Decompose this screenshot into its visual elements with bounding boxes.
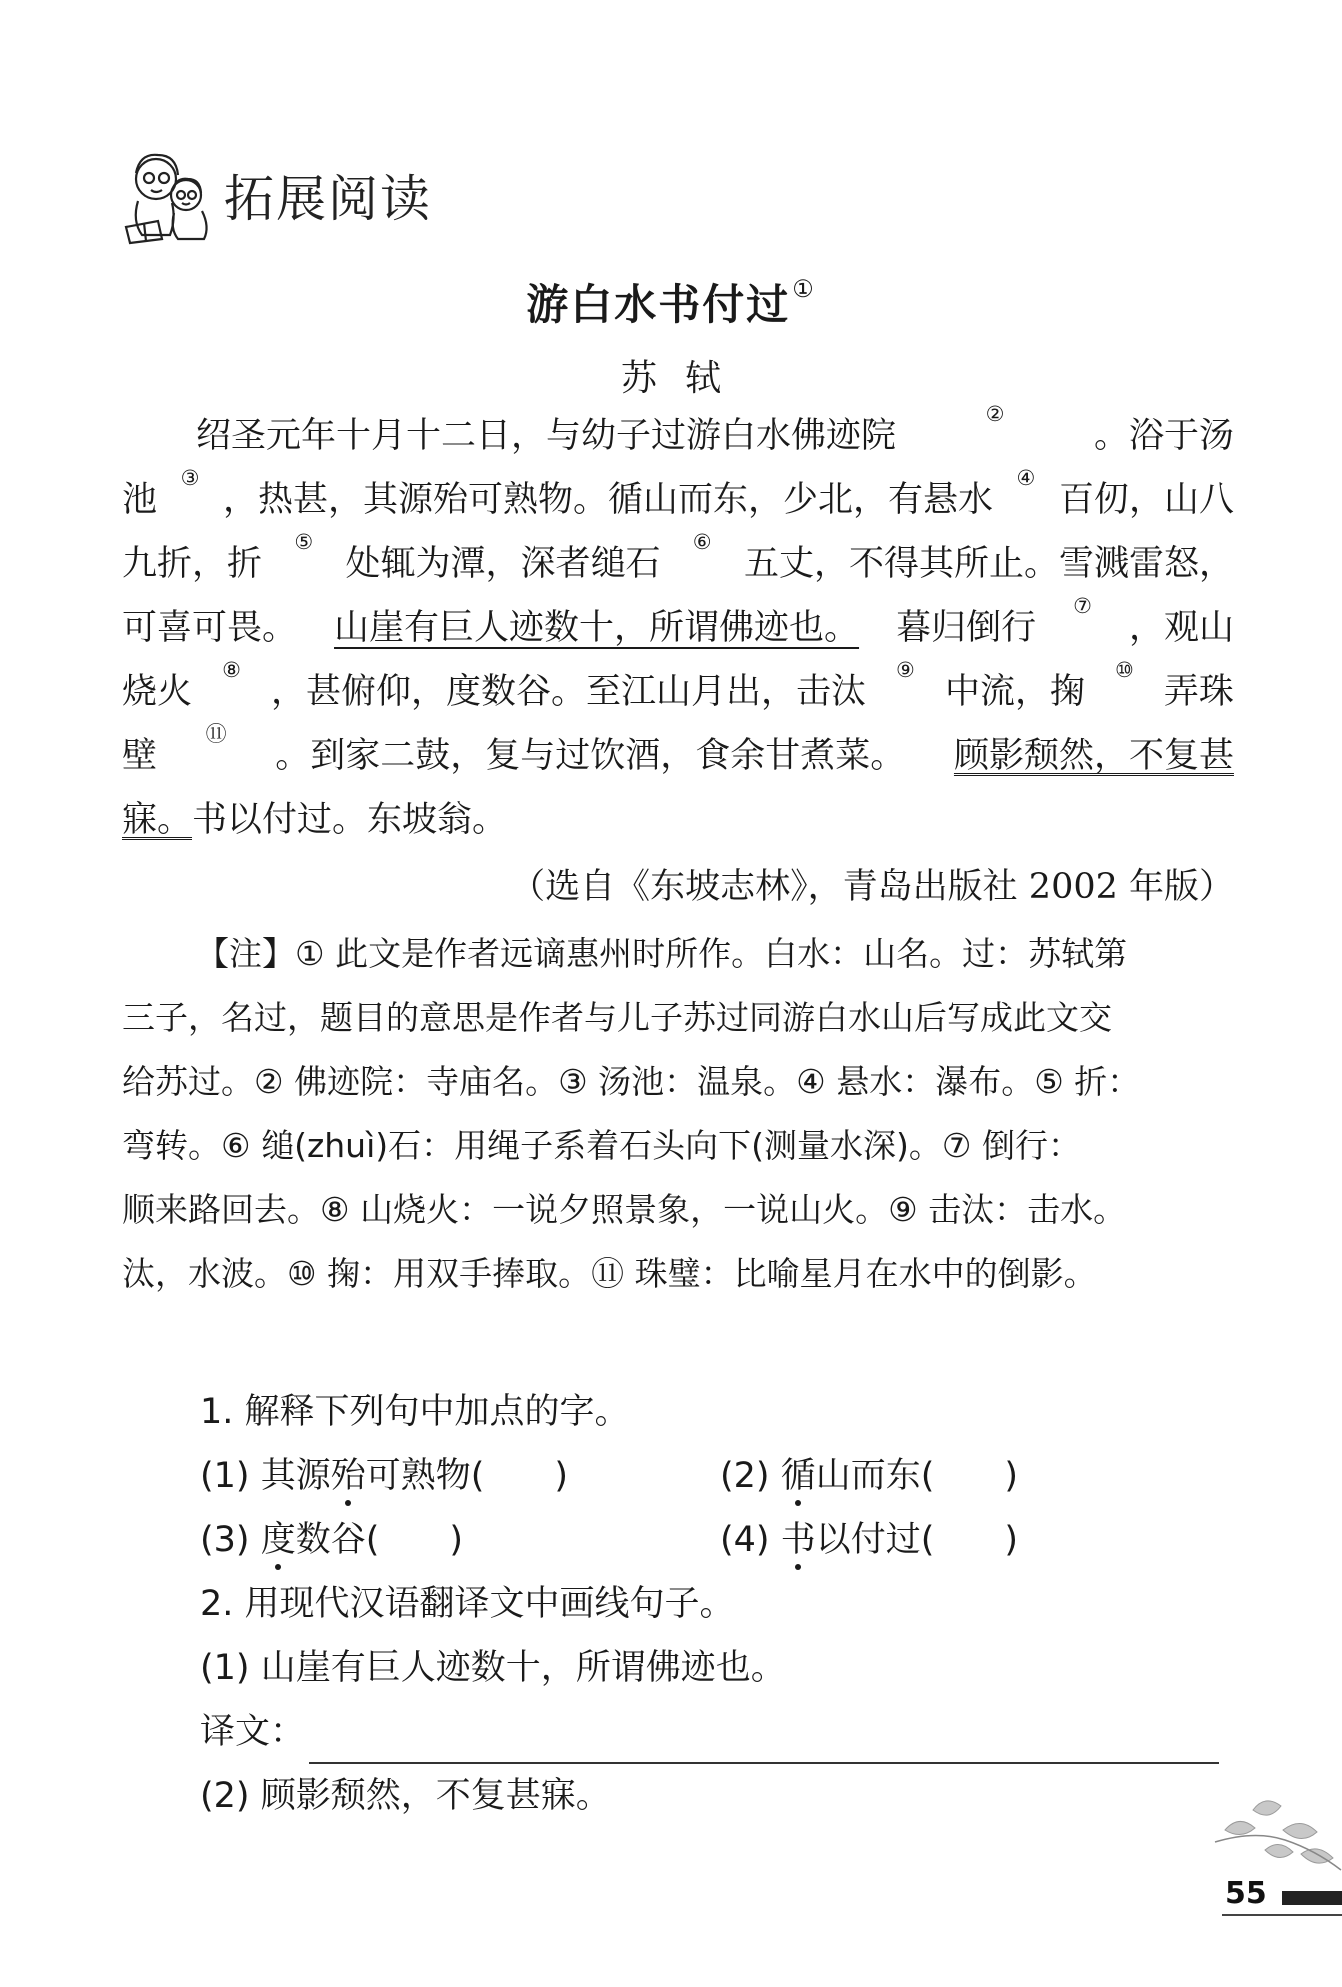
note-line: 三子，名过，题目的意思是作者与儿子苏过同游白水山后写成此文交	[122, 998, 1112, 1037]
text-segment: 九折，折	[122, 544, 263, 584]
leaf-decoration-icon	[1205, 1790, 1342, 1890]
text-line	[122, 788, 1234, 852]
text-segment: ，热甚，其源殆可熟物。循山而东，少北，有悬水	[222, 480, 993, 520]
dotted-char: 度	[261, 1508, 296, 1572]
dotted-char: 殆	[331, 1444, 366, 1508]
text-segment: 。浴于汤	[1093, 416, 1234, 456]
note-line: 给苏过。② 佛迹院：寺庙名。③ 汤池：温泉。④ 悬水：瀑布。⑤ 折：	[122, 1062, 1141, 1101]
question-1-item-1: (1) 其源殆可熟物( )	[200, 1444, 720, 1508]
text-segment: ，甚俯仰，度数谷。至江山月出，击汰	[270, 672, 866, 712]
question-1-item-2: (2) 循山而东( )	[720, 1444, 1240, 1508]
question-2-answer	[200, 1700, 1240, 1764]
text-segment: 处辄为潭，深者缒石	[345, 544, 661, 584]
footnote-mark: ④	[1016, 466, 1036, 490]
question-1-row-a	[200, 1444, 1240, 1508]
text-segment: 暮归倒行	[896, 608, 1037, 648]
text-line	[122, 596, 1234, 660]
question-1-row-b	[200, 1508, 1240, 1572]
footnote-mark: ⑧	[222, 658, 241, 682]
dotted-char: 书	[781, 1508, 816, 1572]
source-citation-block	[122, 855, 1234, 919]
page-number-rule	[1222, 1914, 1342, 1916]
article-title-text: 游白水书付过	[526, 280, 791, 329]
note-line: 顺来路回去。⑧ 山烧火：一说夕照景象，一说山火。⑨ 击汰：击水。	[122, 1190, 1127, 1229]
text-segment: 百仞，山八	[1058, 480, 1234, 520]
question-1-item-3: (3) 度数谷( )	[200, 1508, 720, 1572]
classical-text	[122, 404, 1234, 852]
question-2-sub-1: (1) 山崖有巨人迹数十，所谓佛迹也。	[200, 1648, 786, 1688]
reading-kids-icon	[118, 143, 218, 248]
question-1-stem: 1. 解释下列句中加点的字。	[200, 1392, 630, 1432]
footnote-mark: ②	[985, 402, 1005, 426]
question-2-stem: 2. 用现代汉语翻译文中画线句子。	[200, 1584, 735, 1624]
answer-blank-line[interactable]	[309, 1722, 1219, 1764]
text-line	[122, 468, 1234, 532]
footnote-mark: ③	[180, 466, 200, 490]
underlined-sentence: 顾影颓然，不复甚	[953, 736, 1234, 776]
article-author: 苏轼	[620, 358, 749, 399]
text-segment: 中流，掬	[944, 672, 1085, 712]
text-segment: ，观山	[1128, 608, 1234, 648]
text-line	[122, 404, 1234, 468]
text-segment: 池	[122, 480, 158, 520]
exercise-questions	[200, 1380, 1240, 1828]
text-line	[122, 532, 1234, 596]
note-line: 弯转。⑥ 缒(zhuì)石：用绳子系着石头向下(测量水深)。⑦ 倒行：	[122, 1126, 1081, 1165]
text-line	[122, 660, 1234, 724]
footnote-mark: ⑦	[1073, 594, 1092, 618]
text-segment: 壁	[122, 736, 158, 776]
text-segment: 绍圣元年十月十二日，与幼子过游白水佛迹院	[196, 416, 897, 456]
question-2-sub-2: (2) 顾影颓然，不复甚寐。	[200, 1776, 611, 1816]
section-title: 拓展阅读	[224, 170, 432, 228]
text-segment: 五丈，不得其所止。雪溅雷怒，	[743, 544, 1234, 584]
section-header	[118, 140, 432, 250]
underlined-sentence: 寐。	[122, 800, 193, 840]
answer-label: 译文：	[200, 1712, 306, 1752]
dotted-char: 循	[781, 1444, 816, 1508]
footnote-mark: ⑥	[692, 530, 712, 554]
text-line	[122, 724, 1234, 788]
text-segment: 书以付过。东坡翁。	[192, 800, 508, 840]
note-line: 汰，水波。⑩ 掬：用双手捧取。⑪ 珠璧：比喻星月在水中的倒影。	[122, 1254, 1097, 1293]
source-citation: （选自《东坡志林》，青岛出版社 2002 年版）	[510, 867, 1234, 907]
footnote-mark: ⑩	[1115, 658, 1134, 682]
text-segment: 烧火	[122, 672, 193, 712]
article-title	[0, 272, 1342, 332]
footnote-mark: ⑪	[205, 722, 227, 746]
page-number-bar	[1282, 1891, 1342, 1905]
note-line: 【注】① 此文是作者远谪惠州时所作。白水：山名。过：苏轼第	[196, 934, 1128, 973]
page-number: 55	[1225, 1876, 1267, 1911]
text-segment: 弄珠	[1163, 672, 1234, 712]
underlined-sentence: 山崖有巨人迹数十，所谓佛迹也。	[334, 608, 860, 648]
footnote-mark: ⑤	[294, 530, 314, 554]
text-segment: 。到家二鼓，复与过饮酒，食余甘煮菜。	[275, 736, 906, 776]
title-footnote-mark: ①	[792, 275, 816, 303]
footnote-mark: ⑨	[896, 658, 915, 682]
text-segment: 可喜可畏。	[122, 608, 298, 648]
question-1-item-4: (4) 书以付过( )	[720, 1508, 1240, 1572]
annotations	[122, 922, 1234, 1306]
